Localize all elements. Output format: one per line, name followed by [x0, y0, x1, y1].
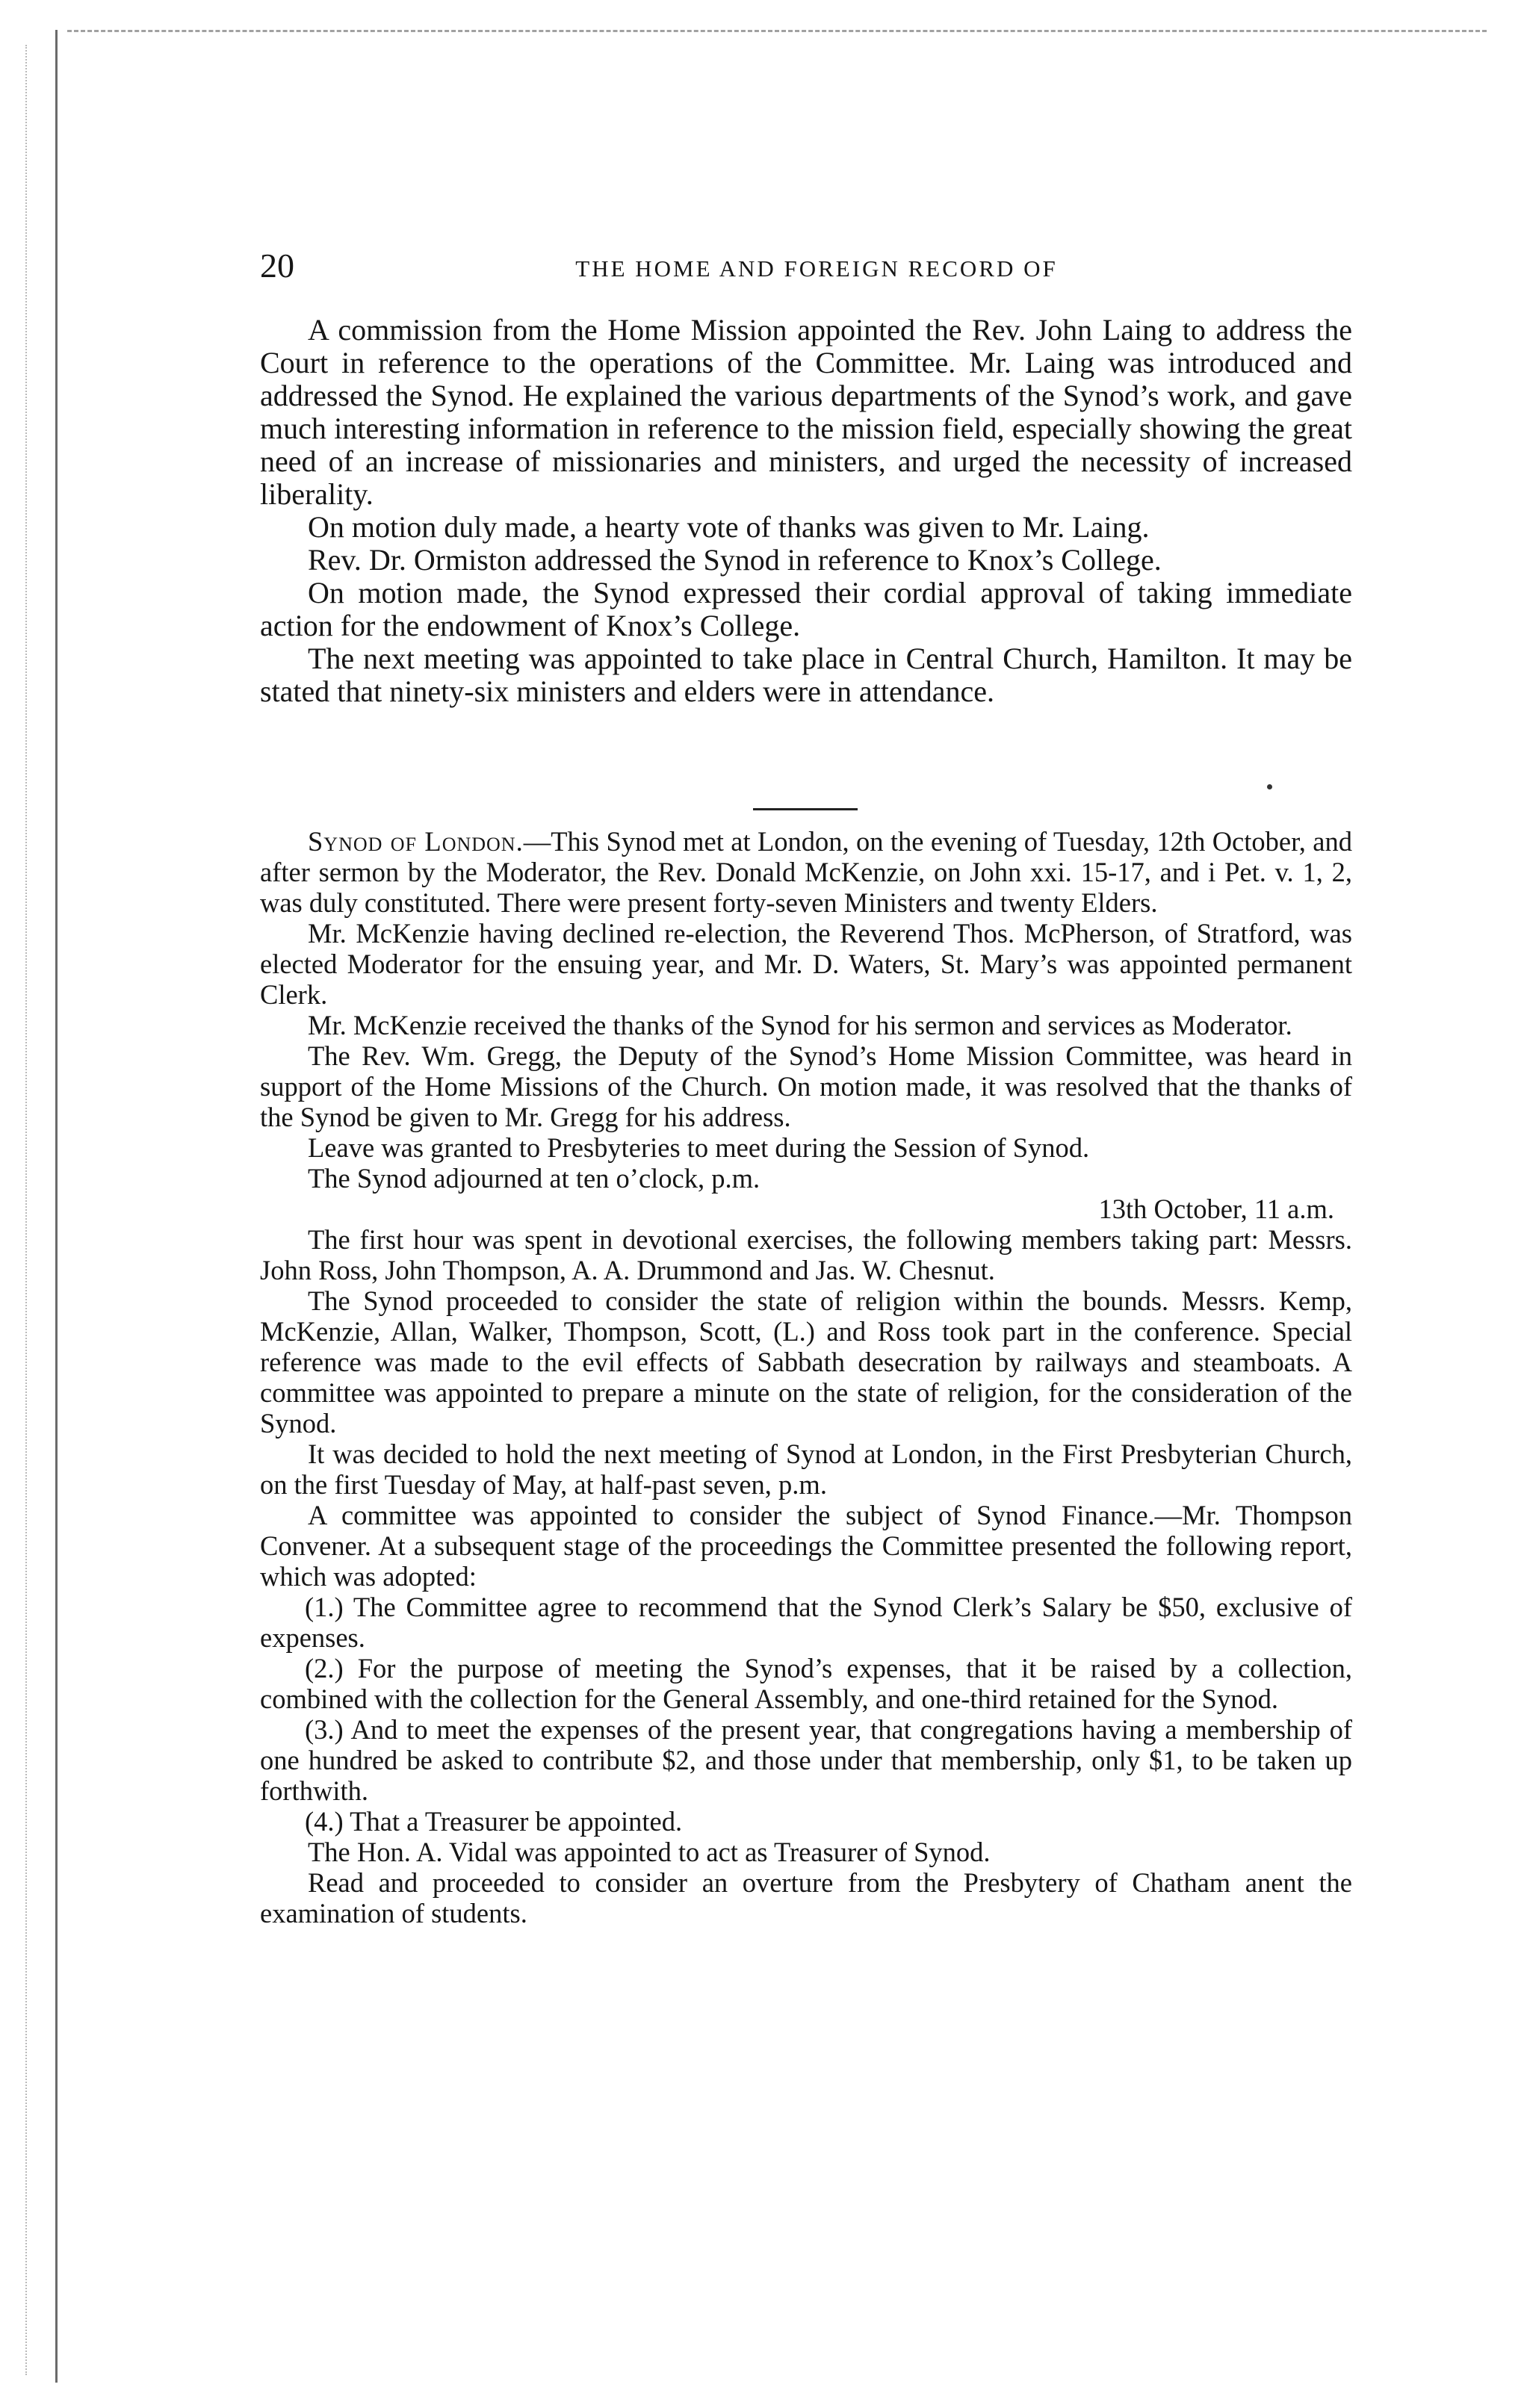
section-opening-paragraph — [260, 826, 1352, 918]
paragraph: The Hon. A. Vidal was appointed to act as Treasurer of Synod. — [308, 1837, 991, 1867]
dateline: 13th October, 11 a.m. — [1098, 1194, 1334, 1224]
paragraph: Mr. McKenzie received the thanks of the Synod for his sermon and services as Moderator. — [308, 1010, 1292, 1040]
paragraph: The next meeting was appointed to take place in Central Church, Hamilton. It may be stated that ninety-six ministers and elders were in attendance. — [260, 642, 1352, 708]
running-head: THE HOME AND FOREIGN RECORD OF — [575, 255, 1058, 282]
report-item: (4.) That a Treasurer be appointed. — [305, 1806, 683, 1837]
paragraph: A commission from the Home Mission appointed the Rev. John Laing to address the Court in reference to the operations of the Committee. Mr. Laing was introduced and addressed the Synod. He explained the various departments of the Synod’s work, and gave much interesting information in reference to the mission field, especially showing the great need of an increase of missionaries and ministers, and urged the necessity of increased liberality. — [260, 313, 1352, 511]
section-divider — [753, 808, 858, 810]
paragraph: The Synod adjourned at ten o’clock, p.m. — [308, 1163, 761, 1194]
paragraph: On motion made, the Synod expressed their cordial approval of taking immediate action for the endowment of Knox’s College. — [260, 576, 1352, 642]
report-item: (1.) The Committee agree to recommend that the Synod Clerk’s Salary be $50, exclusive of expenses. — [260, 1592, 1352, 1653]
stray-dot — [1267, 784, 1272, 789]
paragraph: The Synod proceeded to consider the state of religion within the bounds. Messrs. Kemp, McKenzie, Allan, Walker, Thompson, Scott, (L.) and Ross took part in the conference. Special reference was made to the evil effects of Sabbath desecration by railways and steamboats. A committee was appointed to prepare a minute on the state of religion, for the consideration of the Synod. — [260, 1285, 1352, 1439]
synod-of-london-section — [260, 826, 1352, 1928]
paragraph: On motion duly made, a hearty vote of thanks was given to Mr. Laing. — [308, 510, 1150, 544]
scan-binding-marks — [25, 45, 54, 2375]
paragraph: Read and proceeded to consider an overture from the Presbytery of Chatham anent the examination of students. — [260, 1867, 1352, 1928]
paragraph: Rev. Dr. Ormiston addressed the Synod in reference to Knox’s College. — [308, 543, 1162, 577]
page-header — [260, 243, 1373, 288]
page-number: 20 — [260, 246, 294, 285]
home-mission-section — [260, 314, 1352, 708]
scan-left-edge — [55, 30, 64, 2383]
paragraph: The Rev. Wm. Gregg, the Deputy of the Synod’s Home Mission Committee, was heard in support of the Home Missions of the Church. On motion made, it was resolved that the thanks of the Synod be given to Mr. Gregg for his address. — [260, 1040, 1352, 1132]
paragraph: A committee was appointed to consider the subject of Synod Finance.—Mr. Thompson Convener. At a subsequent stage of the proceedings the Committee presented the following report, which was adopted: — [260, 1500, 1352, 1592]
opening-text: —This Synod met at London, on the evening of Tuesday, 12th October, and after sermon by the Moderator, the Rev. Donald McKenzie, on John xxi. 15-17, and i Pet. v. 1, 2, was duly constituted. There were present forty-seven Ministers and twenty Elders. — [260, 826, 1352, 918]
paragraph: It was decided to hold the next meeting of Synod at London, in the First Presbyterian Church, on the first Tuesday of May, at half-past seven, p.m. — [260, 1439, 1352, 1500]
scan-top-edge — [67, 30, 1487, 32]
section-heading: Synod of London. — [308, 826, 524, 857]
report-item: (2.) For the purpose of meeting the Synod’s expenses, that it be raised by a collection, combined with the collection for the General Assembly, and one-third retained for the Synod. — [260, 1653, 1352, 1714]
report-item: (3.) And to meet the expenses of the present year, that congregations having a membership of one hundred be asked to contribute $2, and those under that membership, only $1, to be taken up forthwith. — [260, 1714, 1352, 1806]
paragraph: The first hour was spent in devotional exercises, the following members taking part: Messrs. John Ross, John Thompson, A. A. Drummond and Jas. W. Chesnut. — [260, 1224, 1352, 1285]
paragraph: Leave was granted to Presbyteries to meet during the Session of Synod. — [308, 1132, 1090, 1163]
paragraph: Mr. McKenzie having declined re-election, the Reverend Thos. McPherson, of Stratford, was elected Moderator for the ensuing year, and Mr. D. Waters, St. Mary’s was appointed permanent Clerk. — [260, 918, 1352, 1010]
